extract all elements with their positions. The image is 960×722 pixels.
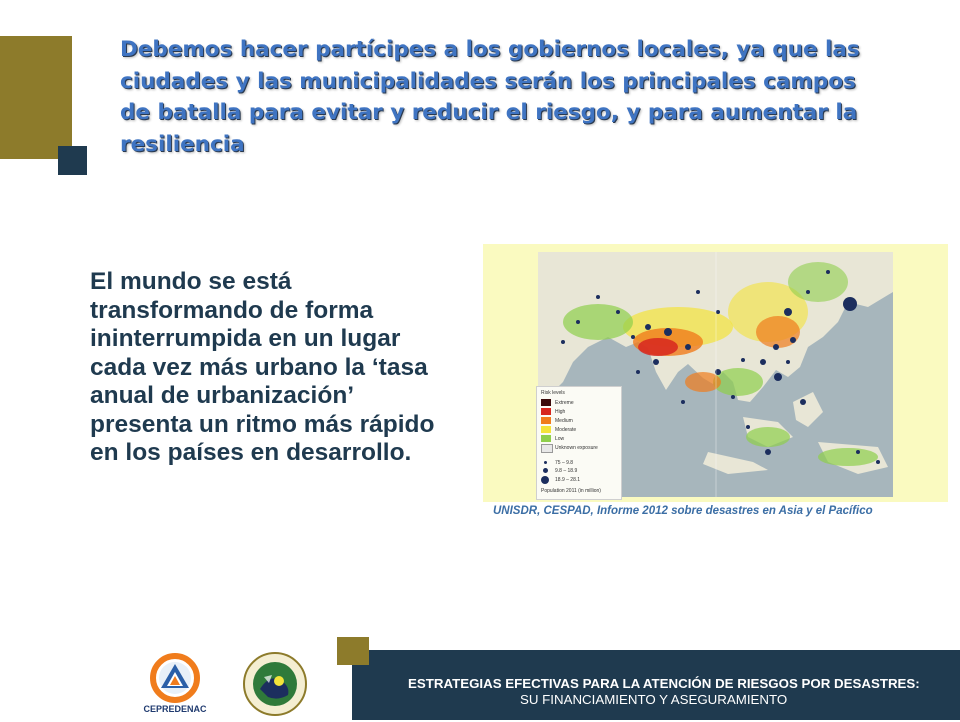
slide-headline: Debemos hacer partícipes a los gobiernos locales, ya que las ciudades y las municipalidades serán los principales campos de batalla para evitar y reducir el riesgo, y para aumentar la resiliencia [120, 37, 860, 157]
cepredenac-emblem-icon [140, 652, 210, 704]
legend-population-title: Population 2011 (in million) [541, 488, 601, 494]
sica-seal-icon [242, 651, 308, 717]
legend-row-high: High [541, 408, 619, 416]
sica-logo [242, 651, 308, 717]
footer-subtitle: SU FINANCIAMIENTO Y ASEGURAMIENTO [520, 692, 788, 707]
legend-pop-large: 18.9 – 28.1 [541, 476, 619, 484]
legend-row-moderate: Moderate [541, 426, 619, 434]
legend-pop-small: 75 – 9.8 [541, 459, 619, 467]
legend-pop-medium: 9.8 – 18.9 [541, 467, 619, 475]
map-legend [536, 386, 622, 500]
decorative-gold-bar [0, 36, 72, 159]
legend-row-medium: Medium [541, 417, 619, 425]
decorative-navy-square [58, 146, 87, 175]
figure-caption: UNISDR, CESPAD, Informe 2012 sobre desastres en Asia y el Pacífico [483, 502, 948, 520]
body-paragraph: El mundo se está transformando de forma ininterrumpida en un lugar cada vez más urbano la ‘tasa anual de urbanización’ presenta un ritmo más rápido en los países en desarrollo. [90, 268, 435, 466]
legend-row-low: Low [541, 435, 619, 443]
cepredenac-logo [140, 652, 210, 716]
footer-title: ESTRATEGIAS EFECTIVAS PARA LA ATENCIÓN DE RIESGOS POR DESASTRES: [408, 676, 920, 691]
legend-title: Risk levels [541, 390, 565, 396]
legend-row-unknown: Unknown exposure [541, 444, 619, 452]
asia-pacific-risk-map [483, 244, 948, 520]
cepredenac-logo-text: CEPREDENAC [143, 704, 207, 714]
legend-row-extreme: Extreme [541, 399, 619, 407]
decorative-gold-square [337, 637, 369, 665]
